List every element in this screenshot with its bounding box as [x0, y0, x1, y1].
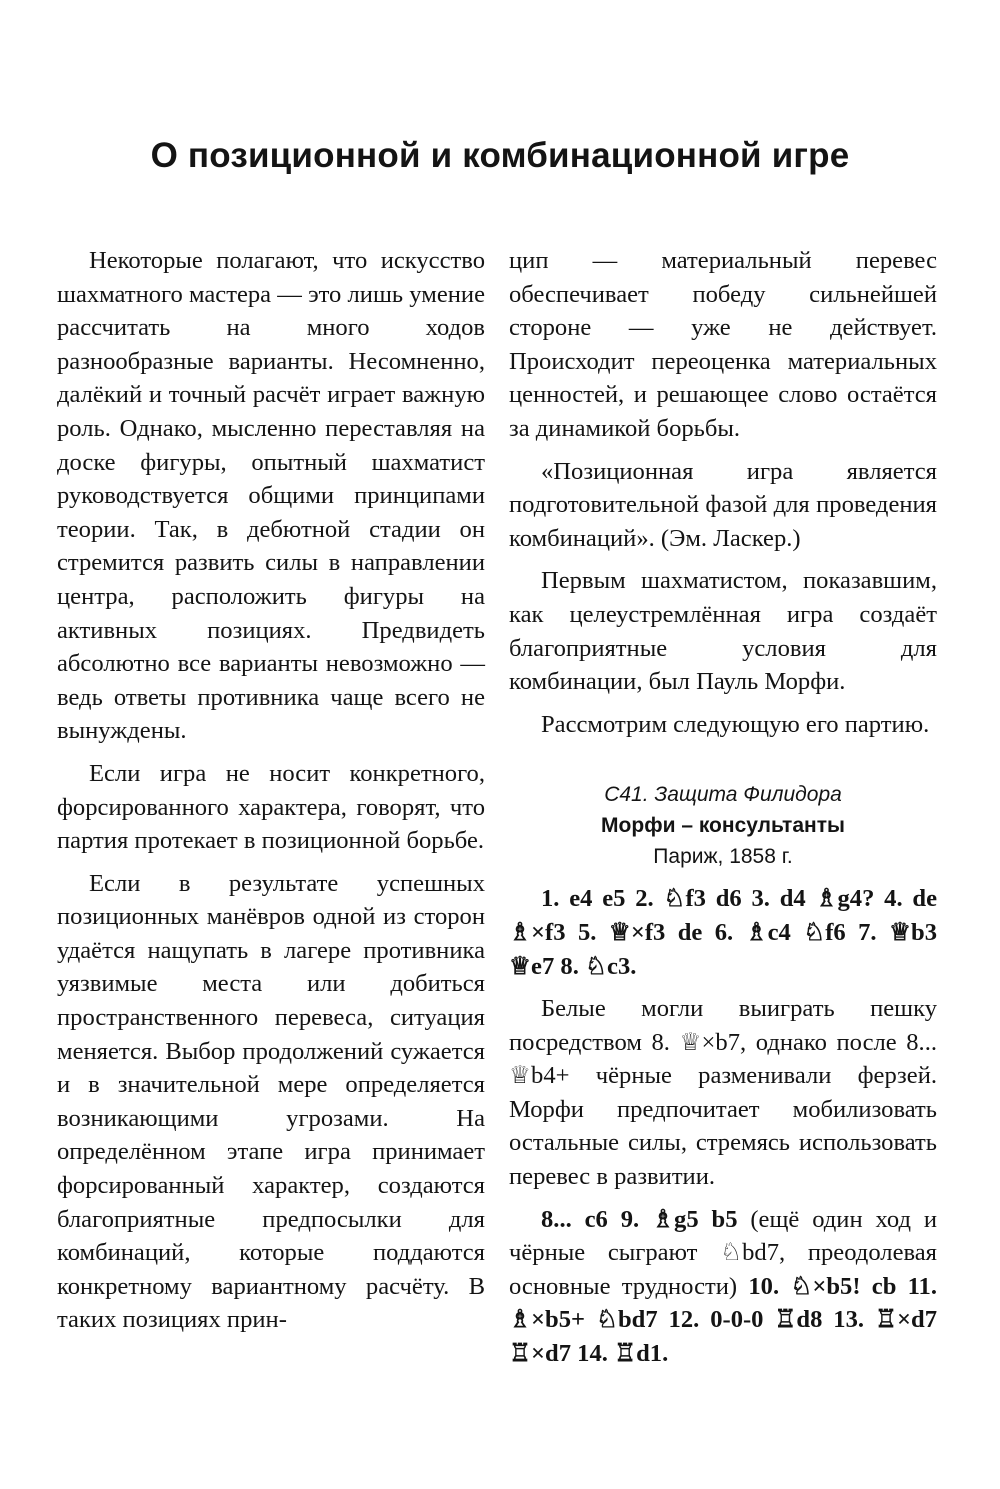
lasker-quote: «Позиционная игра является подготовительной фазой для проведения комбинаций». (Эм. Ласкер.)	[509, 457, 937, 552]
moves-commentary	[509, 1203, 937, 1371]
moves-notation: 8... c6 9. ♗g5 b5	[541, 1205, 738, 1233]
left-column	[57, 244, 485, 1346]
paragraph: Белые могли выиграть пешку посредством 8. ♕×b7, однако после 8... ♕b4+ чёрные разменивали ферзей. Морфи предпочитает мобилизовать остальные силы, стремясь использовать перевес в развитии.	[509, 995, 937, 1191]
moves-comment: (ещё один ход и чёрные сыграют ♘bd7, преодолевая основные трудности)	[509, 1205, 937, 1300]
paragraph: Рассмотрим следующую его партию.	[541, 710, 930, 738]
game-players: Морфи – консультанты	[601, 814, 845, 838]
paragraph: Некоторые полагают, что искусство шахматного мастера — это лишь умение рассчитать на много ходов разнообразные варианты. Несомненно, далёкий и точный расчёт играет важную роль. Однако, мысленно переставляя на доске фигуры, опытный шахматист руководствуется общими принципами теории. Так, в дебютной стадии он стремится развить силы в направлении центра, расположить фигуры на активных позициях. Предвидеть абсолютно все варианты невозможно — ведь ответы противника чаще всего не вынуждены.	[57, 247, 485, 745]
game-place-year: Париж, 1858 г.	[653, 845, 793, 869]
page-title: О позиционной и комбинационной игре	[150, 136, 850, 175]
game-header	[509, 779, 937, 872]
moves-notation: 10. ♘×b5! cb 11. ♗×b5+ ♘bd7 12. 0-0-0 ♖d8 13. ♖×d7 ♖×d7 14. ♖d1.	[509, 1272, 937, 1368]
paragraph: Первым шахматистом, показавшим, как целеустремлённая игра создаёт благоприятные условия для комбинации, был Пауль Морфи.	[509, 567, 937, 696]
paragraph-continued: цип — материальный перевес обеспечивает победу сильнейшей стороне — уже не действует. Происходит переоценка материальных ценностей, и решающее слово остаётся за динамикой борьбы.	[509, 247, 937, 442]
game-opening: C41. Защита Филидора	[604, 783, 842, 807]
paragraph: Если в результате успешных позиционных манёвров одной из сторон удаётся нащупать в лагере противника уязвимые места или добиться пространственного перевеса, ситуация меняется. Выбор продолжений сужается и в значительной мере определяется возникающими угрозами. На определённом этапе игра принимает форсированный характер, создаются благоприятные предпосылки для комбинаций, которые поддаются конкретному вариантному расчёту. В таких позициях прин-	[57, 869, 485, 1334]
paragraph: Если игра не носит конкретного, форсированного характера, говорят, что партия протекает в позиционной борьбе.	[57, 759, 485, 855]
right-column	[509, 244, 937, 1380]
moves-notation: 1. e4 e5 2. ♘f3 d6 3. d4 ♗g4? 4. de ♗×f3 5. ♕×f3 de 6. ♗c4 ♘f6 7. ♕b3 ♕e7 8. ♘c3.	[509, 885, 937, 980]
